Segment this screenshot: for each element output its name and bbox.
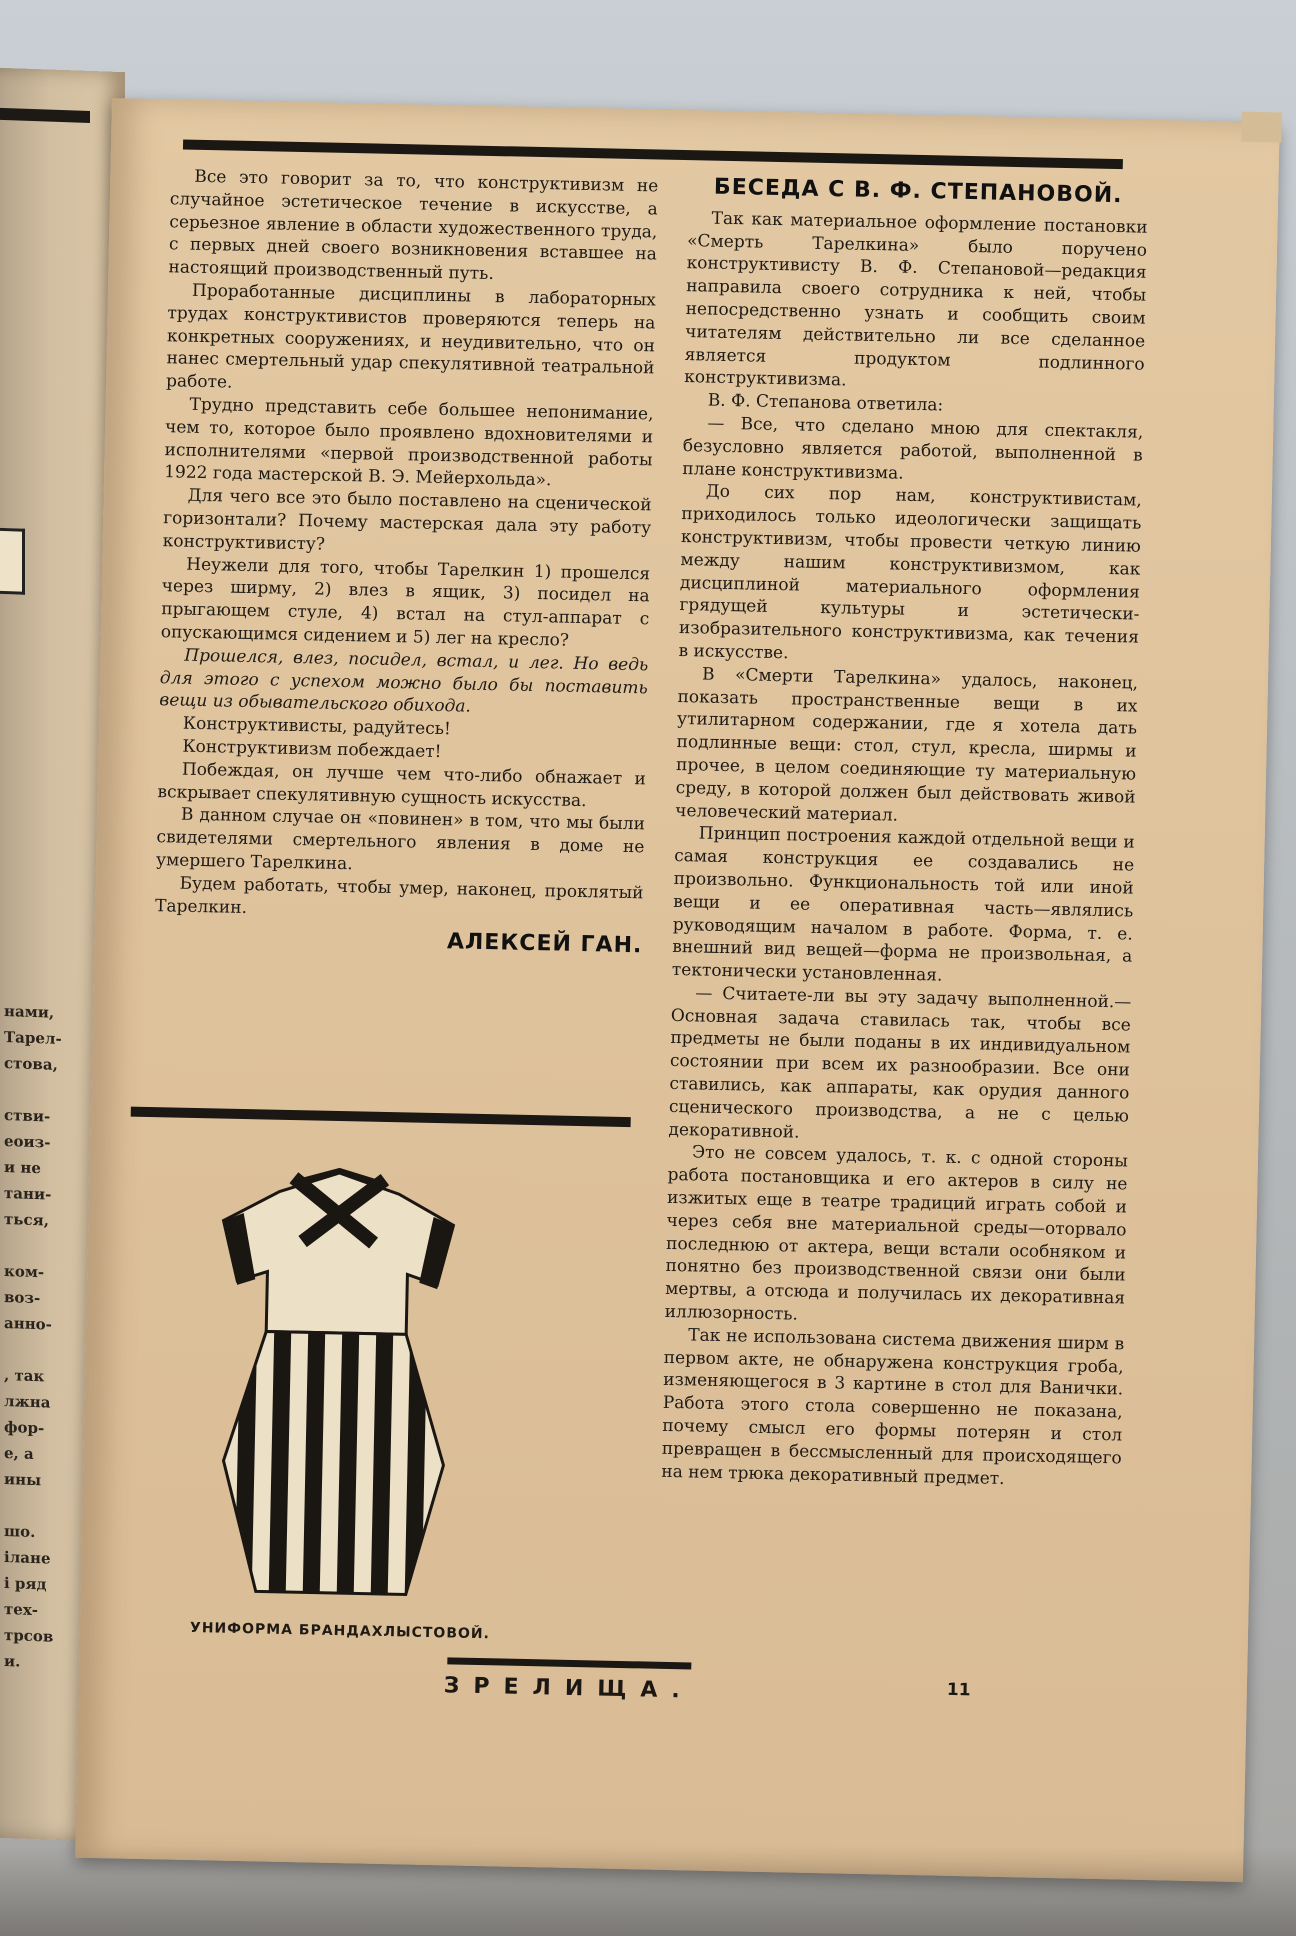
paragraph: В «Смерти Тарелкина» удалось, наконец, показать пространственные вещи в их утилитарном содержании, где я хотела дать подлинные вещи: стол, стул, кресла, ширмы и прочее, в целом соединяющие ту материальную среду, в которой должен был действовать живой человеческий материал. (674, 664, 1139, 826)
left-page-fragment: Тарел- (4, 1027, 62, 1048)
left-page-fragment: нами, (4, 1001, 55, 1022)
uniform-illustration (191, 1160, 480, 1606)
left-page-text-fragments (4, 998, 84, 1677)
paragraph: Все это говорит за то, что конструктивизм не случайное эстетическое течение в искусстве, а серьезное явление в области художественного труда, с первых дней своего возникновения вставшее на настоящий производственный путь. (168, 166, 659, 285)
paragraph: Принцип построения каждой отдельной вещи и самая конструкция ее создавались не произвольно. Функциональность той или иной вещи и ее оперативная часть—являлись руководящим началом в работе. Форма, т. е. внешний вид вещей—форма не произвольная, а тектонически установленная. (671, 823, 1135, 986)
left-page-fragment: ком- (4, 1261, 45, 1282)
paragraph: Трудно представить себе большее непонимание, чем то, которое было проявлено вдохновителями и исполнителями «первой производственной работы 1922 года мастерской В. Э. Мейерхольда». (163, 394, 654, 491)
paragraph: В. Ф. Степанова ответила: (707, 390, 944, 416)
left-page-fragment: тех- (4, 1599, 39, 1620)
left-page-fragment: е, а (4, 1443, 34, 1463)
left-page-fragment: трсов (4, 1625, 54, 1646)
paragraph: — Все, что сделано мною для спектакля, безусловно является работой, выполненной в плане конструктивизма. (682, 413, 1144, 484)
left-page-fragment: лжна (4, 1391, 51, 1412)
italic-paragraph: Прошелся, влез, посидел, встал, и лег. Но ведь для этого с успехом можно было бы поставить вещи из обывательского обихода. (159, 645, 649, 717)
left-page-fragment (4, 1076, 84, 1105)
top-rule (183, 139, 1123, 169)
magazine-title: ЗРЕЛИЩА. (443, 1673, 695, 1704)
left-page-fragment: стви- (4, 1105, 51, 1126)
left-page-fragment (4, 1232, 84, 1261)
left-page-fragment: фор- (4, 1417, 45, 1438)
paragraph: Это не совсем удалось, т. к. с одной стороны работа постановщика и его актеров в силу не изжитых еще в театре традиций играть собой и через себя вне материальной среды—оторвало последнюю от актера, вещи встали особняком и понятно без производственной связи они были мертвы, а отсюда и получилась их декоративная иллюзорность. (664, 1142, 1129, 1325)
illustration-caption: УНИФОРМА БРАНДАХЛЫСТОВОЙ. (189, 1619, 491, 1643)
left-page-fragment: ины (4, 1469, 42, 1490)
paragraph: Побеждая, он лучше чем что-либо обнажает и вскрывает спекулятивную сущность искусства. (157, 759, 647, 811)
left-page-illustration-fragment (0, 528, 25, 595)
paragraph: Проработанные дисциплины в лабораторных трудах конструктивистов проверяются теперь на конкретных сооружениях, и неудивительно, что он нанес смертельный удар спекулятивной театральной работе. (165, 280, 657, 393)
left-page-fragment: и. (4, 1651, 21, 1671)
paragraph: Будем работать, чтобы умер, наконец, проклятый Тарелкин. (154, 873, 644, 918)
section-rule (131, 1107, 631, 1127)
left-page-fragment: стова, (4, 1053, 58, 1074)
left-page-fragment (4, 1336, 84, 1365)
left-page-fragment: еоиз- (4, 1131, 51, 1152)
paragraph: Конструктивизм побеждает! (182, 736, 442, 762)
interview-heading: БЕСЕДА С В. Ф. СТЕПАНОВОЙ. (713, 174, 1123, 209)
article-author: АЛЕКСЕЙ ГАН. (446, 929, 643, 959)
page-number: 11 (946, 1679, 971, 1701)
magazine-page (75, 98, 1280, 1882)
paragraph: Для чего все это было поставлено на сценической горизонтали? Почему мастерская дала эту работу конструктивисту? (162, 485, 652, 555)
left-page-rule (0, 108, 90, 123)
left-page-fragment: и не (4, 1157, 41, 1178)
paragraph: Так как материальное оформление постановки «Смерть Тарелкина» было поручено конструктивисту В. Ф. Степановой—редакция направила своего сотрудника к ней, чтобы непосредственно узнать и сообщить своим читателям действительно ли все сделанное является продуктом подлинного конструктивизма. (684, 208, 1148, 391)
paragraph: Так не использована система движения ширм в первом акте, не обнаружена конструкция гроба, изменяющегося в 3 картине в стол для Ванички. Работа этого стола совершенно не показана, почему смысл его формы потерян и стол превращен в бессмысленный для происходящего на нем трюка декоративный предмет. (661, 1325, 1125, 1489)
left-page-fragment: шо. (4, 1521, 36, 1542)
paragraph: В данном случае он «повинен» в том, что мы были свидетелями смертельного явления в доме не умершего Тарелкина. (155, 804, 646, 875)
footer-rule (447, 1657, 691, 1669)
left-page-fragment: тани- (4, 1183, 52, 1204)
interview-column (661, 176, 1148, 1493)
paragraph: — Считаете-ли вы эту задачу выполненной.—Основная задача ставилась так, чтобы все предметы не были поданы в их индивидуальном состоянии при всем их разнообразии. Все они ставились, как аппараты, как орудия данного сценического производства, а не с целью декоративной. (668, 983, 1132, 1143)
left-page-fragment: ться, (4, 1209, 49, 1230)
uniform-bodice (221, 1171, 454, 1336)
left-page-fragment (4, 1492, 84, 1521)
left-page-fragment: ілане (4, 1547, 51, 1568)
left-page-fragment: , так (4, 1365, 45, 1386)
left-page-fragment: воз- (4, 1287, 41, 1308)
paragraph: Неужели для того, чтобы Тарелкин 1) прошелся через ширму, 2) влез в ящик, 3) посидел на прыгающем стуле, 4) встал на стул-аппарат с опускающимся сидением и 5) лег на кресло? (160, 554, 651, 651)
torn-page-edge (1241, 112, 1282, 143)
bottom-shadow (0, 1846, 1296, 1936)
left-article-column (154, 165, 658, 958)
paragraph: До сих пор нам, конструктивистам, приходилось только идеологически защищать конструктивизм, чтобы провести четкую линию между нашим конструктивизмом, как дисциплиной материального оформления грядущей культуры и эстетически-изобразительного конструктивизма, как течения в искусстве. (678, 481, 1142, 664)
left-page-fragment: анно- (4, 1313, 52, 1334)
left-page-fragment: і ряд (4, 1573, 47, 1594)
paragraph: Конструктивисты, радуйтесь! (182, 713, 452, 740)
